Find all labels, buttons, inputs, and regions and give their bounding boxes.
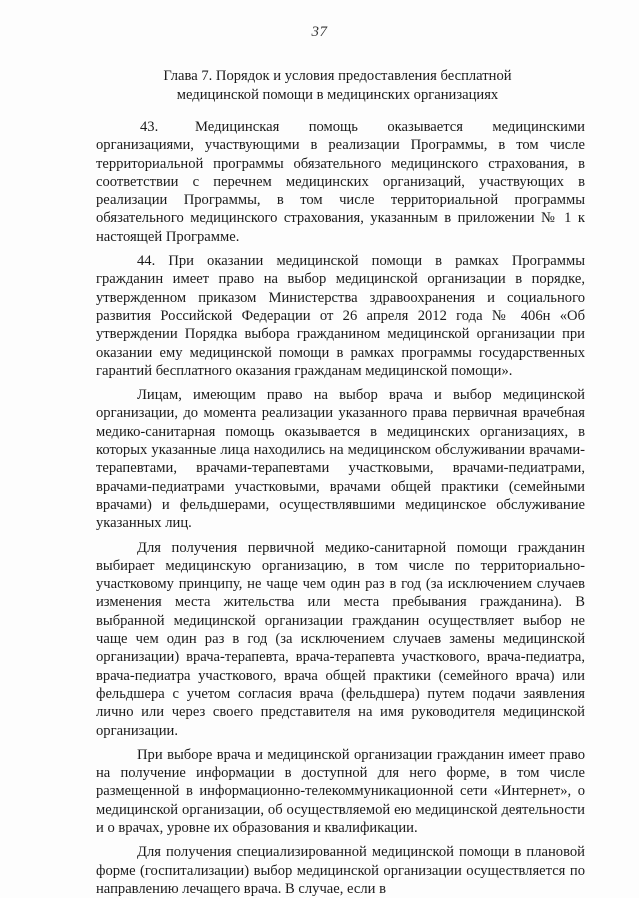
document-body xyxy=(96,118,585,904)
paragraph-primary-care-before-choice: Лицам, имеющим право на выбор врача и выбор медицинской организации, до момента реализации указанного права первичная врачебная медико-санитарная помощь оказывается в медицинских организациях, в которых указанные лица находились на медицинском обслуживании врачами-терапевтами, врачами-терапевтами участковыми, врачами-педиатрами, врачами-педиатрами участковыми, врачами общей практики (семейными врачами) и фельдшерами, осуществлявшими медицинское обслуживание указанных лиц. xyxy=(96,387,585,532)
paragraph-right-to-information: При выборе врача и медицинской организации гражданин имеет право на получение информации в доступной для него форме, в том числе размещенной в информационно-телекоммуникационной сети «Интернет», о медицинской организации, об осуществляемой ею медицинской деятельности и о врачах, уровне их образования и квалификации. xyxy=(96,746,585,836)
paragraph-43: 43. Медицинская помощь оказывается медицинскими организациями, участвующими в реализации Программы, в том числе территориальной программы обязательного медицинского страхования, в соответствии с перечнем медицинских организаций, участвующих в реализации Программы, в том числе территориальной программы обязательного медицинского страхования, указанным в приложении № 1 к настоящей Программе. xyxy=(96,119,585,245)
chapter-title-line-1: Глава 7. Порядок и условия предоставления бесплатной xyxy=(163,68,512,84)
paragraph-44: 44. При оказании медицинской помощи в рамках Программы гражданин имеет право на выбор медицинской организации в порядке, утвержденном приказом Министерства здравоохранения и социального развития Российской Федерации от 26 апреля 2012 года № 406н «Об утверждении Порядка выбора гражданином медицинской организации при оказании ему медицинской помощи в рамках программы государственных гарантий бесплатного оказания гражданам медицинской помощи». xyxy=(96,253,585,379)
chapter-title xyxy=(90,67,585,105)
page-number: 37 xyxy=(311,24,328,40)
chapter-title-line-2: медицинской помощи в медицинских организациях xyxy=(176,87,499,103)
paragraph-specialized-care: Для получения специализированной медицинской помощи в плановой форме (госпитализации) выбор медицинской организации осуществляется по направлению лечащего врача. В случае, если в xyxy=(96,844,585,897)
paragraph-choice-of-organization: Для получения первичной медико-санитарной помощи гражданин выбирает медицинскую организацию, в том числе по территориально-участковому принципу, не чаще чем один раз в год (за исключением случаев изменения места жительства или места пребывания гражданина). В выбранной медицинской организации гражданин осуществляет выбор не чаще чем один раз в год (за исключением случаев замены медицинской организации) врача-терапевта, врача-терапевта участкового, врача-педиатра, врача-педиатра участкового, врача общей практики (семейного врача) или фельдшера с учетом согласия врача (фельдшера) путем подачи заявления лично или через своего представителя на имя руководителя медицинской организации. xyxy=(96,539,585,739)
